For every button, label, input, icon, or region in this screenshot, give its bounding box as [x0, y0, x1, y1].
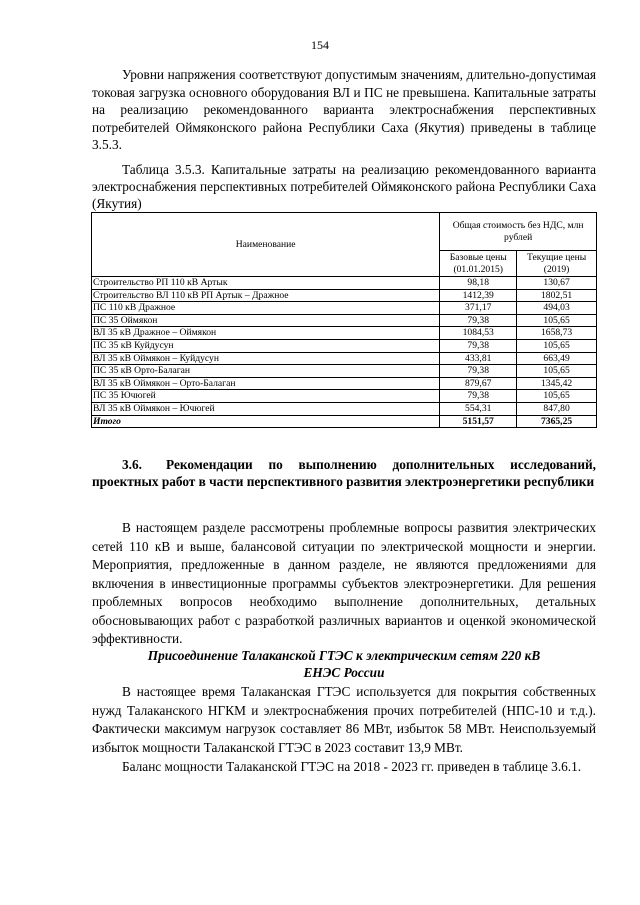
row-current: 663,49 [517, 352, 597, 365]
section-heading [92, 456, 596, 490]
table-row [92, 289, 597, 302]
table-row [92, 377, 597, 390]
row-name: ПС 35 кВ Куйдусун [92, 339, 440, 352]
section-number: 3.6. [122, 457, 142, 472]
row-name: ПС 35 кВ Орто-Балаган [92, 365, 440, 378]
subsection-paragraph-2: Баланс мощности Талаканской ГТЭС на 2018 - 2023 гг. приведен в таблице 3.6.1. [122, 759, 582, 774]
row-current: 847,80 [517, 402, 597, 415]
row-current: 105,65 [517, 390, 597, 403]
row-base: 79,38 [440, 314, 517, 327]
row-current: 105,65 [517, 365, 597, 378]
subsection-title-line2: ЕНЭС России [303, 665, 385, 680]
header-base-prices: Базовые цены (01.01.2015) [440, 251, 517, 277]
section-title: Рекомендации по выполнению дополнительных исследований, проектных работ в части перспективного развития электроэнергетики республики [92, 457, 596, 489]
row-current: 1658,73 [517, 327, 597, 340]
header-name: Наименование [92, 213, 440, 277]
row-base: 433,81 [440, 352, 517, 365]
row-base: 98,18 [440, 277, 517, 290]
row-name: ПС 110 кВ Дражное [92, 302, 440, 315]
header-current-prices: Текущие цены (2019) [517, 251, 597, 277]
table-row [92, 277, 597, 290]
table-row [92, 365, 597, 378]
row-name: ПС 35 Оймякон [92, 314, 440, 327]
row-base: 79,38 [440, 339, 517, 352]
subsection-title-line1: Присоединение Талаканской ГТЭС к электрическим сетям 220 кВ [147, 648, 541, 663]
row-current: 1345,42 [517, 377, 597, 390]
row-name: ВЛ 35 кВ Оймякон – Орто-Балаган [92, 377, 440, 390]
row-name: Строительство РП 110 кВ Артык [92, 277, 440, 290]
row-current: 130,67 [517, 277, 597, 290]
subsection-paragraph-1: В настоящее время Талаканская ГТЭС используется для покрытия собственных нужд Талаканского НГКМ и электроснабжения прочих потребителей (НПС-10 и т.д.). Фактически максимум нагрузок составляет 86 МВт, избыток 58 МВт. Неиспользуемый избыток мощности Талаканской ГТЭС в 2023 составит 13,9 МВт. [92, 684, 596, 755]
row-base: 879,67 [440, 377, 517, 390]
cost-table [91, 212, 597, 428]
table-row [92, 402, 597, 415]
row-base: 79,38 [440, 390, 517, 403]
table-row [92, 352, 597, 365]
row-name: ВЛ 35 кВ Дражное – Оймякон [92, 327, 440, 340]
row-name: Строительство ВЛ 110 кВ РП Артык – Дражное [92, 289, 440, 302]
row-current: 105,65 [517, 339, 597, 352]
total-label: Итого [92, 415, 440, 428]
section-paragraph: В настоящем разделе рассмотрены проблемные вопросы развития электрических сетей 110 кВ и выше, балансовой ситуации по электрической мощности и энергии. Мероприятия, предложенные в данном разделе, не являются предложениями для включения в инвестиционные программы субъектов электроэнергетики. Для решения проблемных вопросов необходимо выполнение дополнительных, детальных обосновывающих работ с разработкой различных вариантов и оценкой экономической эффективности. [92, 520, 596, 646]
row-base: 554,31 [440, 402, 517, 415]
table-row [92, 339, 597, 352]
row-base: 79,38 [440, 365, 517, 378]
row-name: ПС 35 Ючюгей [92, 390, 440, 403]
row-name: ВЛ 35 кВ Оймякон – Куйдусун [92, 352, 440, 365]
total-base: 5151,57 [440, 415, 517, 428]
row-base: 371,17 [440, 302, 517, 315]
intro-paragraph: Уровни напряжения соответствуют допустимым значениям, длительно-допустимая токовая загрузка основного оборудования ВЛ и ПС не превышена. Капитальные затраты на реализацию рекомендованного варианта электроснабжения перспективных потребителей Оймяконского района Республики Саха (Якутия) приведены в таблице 3.5.3. [92, 67, 596, 152]
table-row [92, 327, 597, 340]
table-row [92, 302, 597, 315]
header-cost: Общая стоимость без НДС, млн рублей [440, 213, 597, 251]
subsection-heading [92, 647, 596, 681]
table-row [92, 390, 597, 403]
table-row [92, 314, 597, 327]
total-current: 7365,25 [517, 415, 597, 428]
table-total-row [92, 415, 597, 428]
row-base: 1412,39 [440, 289, 517, 302]
page-number: 154 [311, 38, 329, 52]
row-current: 1802,51 [517, 289, 597, 302]
row-base: 1084,53 [440, 327, 517, 340]
row-current: 494,03 [517, 302, 597, 315]
row-name: ВЛ 35 кВ Оймякон – Ючюгей [92, 402, 440, 415]
row-current: 105,65 [517, 314, 597, 327]
table-caption: Таблица 3.5.3. Капитальные затраты на реализацию рекомендованного варианта электроснабжения перспективных потребителей Оймяконского района Республики Саха (Якутия) [92, 162, 596, 211]
